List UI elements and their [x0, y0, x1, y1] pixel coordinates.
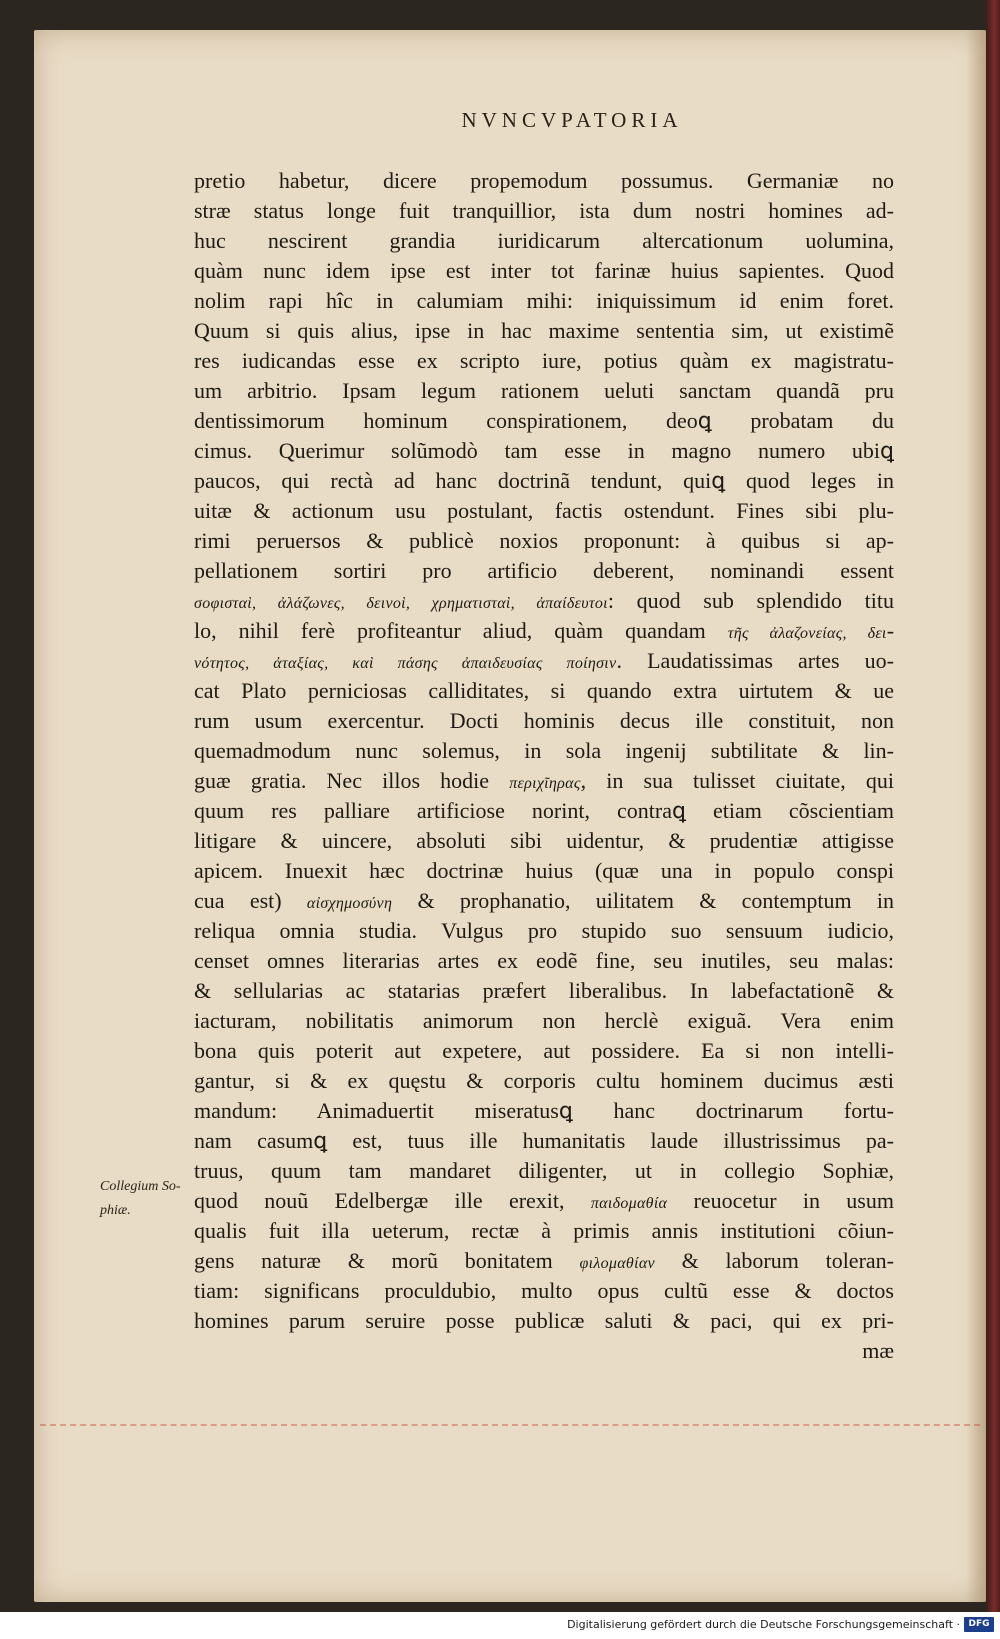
- text-line: nolim rapi hîc in calumiam mihi: iniquissimum id enim foret.: [194, 288, 894, 313]
- text-line: truus, quum tam mandaret diligenter, ut in collegio Sophiæ,: [194, 1158, 894, 1183]
- text-line: res iudicandas esse ex scripto iure, potius quàm ex magistratu-: [194, 348, 894, 373]
- text-line: stræ status longe fuit tranquillior, ista dum nostri homines ad-: [194, 198, 894, 223]
- text-line: nam casumꝗ est, tuus ille humanitatis laude illustrissimus pa-: [194, 1128, 894, 1153]
- greek-phrase: φιλομαθίαν: [579, 1255, 655, 1272]
- scan-guide-line: [40, 1424, 980, 1426]
- greek-phrase: τῆς ἀλαζονείας, δει: [727, 625, 887, 642]
- text-line: pretio habetur, dicere propemodum possumus. Germaniæ no: [194, 168, 894, 193]
- text-line: cat Plato perniciosas calliditates, si quando extra uirtutem & ue: [194, 678, 894, 703]
- margin-note: [100, 1175, 200, 1223]
- text-line: νότητος, ἀταξίας, καὶ πάσης ἀπαιδευσίας ποίησιν. Laudatissimas artes uo-: [194, 648, 894, 673]
- text-line: quemadmodum nunc solemus, in sola ingenij subtilitate & lin-: [194, 738, 894, 763]
- text-line: pellationem sortiri pro artificio deberent, nominandi essent: [194, 558, 894, 583]
- text-line: cimus. Querimur solũmodò tam esse in magno numero ubiꝗ: [194, 438, 894, 463]
- text-line: gantur, si & ex quęstu & corporis cultu hominem ducimus æsti: [194, 1068, 894, 1093]
- text-line: um arbitrio. Ipsam legum rationem ueluti sanctam quandã pru: [194, 378, 894, 403]
- text-line: rimi peruersos & publicè noxios proponunt: à quibus si ap-: [194, 528, 894, 553]
- text-line: mandum: Animaduertit miseratusꝗ hanc doctrinarum fortu-: [194, 1098, 894, 1123]
- margin-note-line: Collegium So-: [100, 1179, 181, 1194]
- greek-phrase: σοφισταὶ, ἀλάζωνες, δεινοὶ, χρηματισταὶ, ἀπαίδευτοι: [194, 595, 608, 612]
- text-line: bona quis poterit aut expetere, aut possidere. Ea si non intelli-: [194, 1038, 894, 1063]
- text-line: reliqua omnia studia. Vulgus pro stupido suo sensuum iudicio,: [194, 918, 894, 943]
- text-line: Quum si quis alius, ipse in hac maxime sententia sim, ut existimẽ: [194, 318, 894, 343]
- text-line: huc nescirent grandia iuridicarum altercationum uolumina,: [194, 228, 894, 253]
- page-gutter-shade: [966, 30, 986, 1602]
- greek-phrase: περιχῖηρας: [509, 775, 581, 792]
- footer-bar: [0, 1612, 1000, 1639]
- text-line: & sellularias ac statarias præfert liberalibus. In labefactationẽ &: [194, 978, 894, 1003]
- text-line: cua est) αἰσχημοσύνη & prophanatio, uilitatem & contemptum in: [194, 888, 894, 913]
- book-page: [34, 30, 986, 1602]
- text-line: iacturam, nobilitatis animorum non herclè exiguã. Vera enim: [194, 1008, 894, 1033]
- text-line: lo, nihil ferè profiteantur aliud, quàm quandam τῆς ἀλαζονείας, δει-: [194, 618, 894, 643]
- text-line: quod nouũ Edelbergæ ille erexit, παιδομαθία reuocetur in usum: [194, 1188, 894, 1213]
- text-line: σοφισταὶ, ἀλάζωνες, δεινοὶ, χρηματισταὶ, ἀπαίδευτοι: quod sub splendido titu: [194, 588, 894, 613]
- greek-phrase: νότητος, ἀταξίας, καὶ πάσης ἀπαιδευσίας ποίησιν: [194, 655, 617, 672]
- text-line: homines parum seruire posse publicæ saluti & paci, qui ex pri-: [194, 1308, 894, 1333]
- text-line: rum usum exercentur. Docti hominis decus ille constituit, non: [194, 708, 894, 733]
- text-line: quum res palliare artificiose norint, contraꝗ etiam cõscientiam: [194, 798, 894, 823]
- text-line: tiam: significans proculdubio, multo opus cultũ esse & doctos: [194, 1278, 894, 1303]
- text-line: mæ: [862, 1338, 894, 1363]
- text-line: uitæ & actionum usu postulant, factis ostendunt. Fines sibi plu-: [194, 498, 894, 523]
- text-line: qualis fuit illa ueterum, rectæ à primis annis institutioni cõiun-: [194, 1218, 894, 1243]
- body-text: [194, 166, 894, 1366]
- book-edge: [986, 0, 1000, 1612]
- text-line: quàm nunc idem ipse est inter tot farinæ huius sapientes. Quod: [194, 258, 894, 283]
- text-line: censet omnes literarias artes ex eodẽ fine, seu inutiles, seu malas:: [194, 948, 894, 973]
- funding-credit: Digitalisierung gefördert durch die Deutsche Forschungsgemeinschaft ·: [567, 1618, 960, 1631]
- dfg-logo: DFG: [964, 1617, 994, 1632]
- text-line: apicem. Inuexit hæc doctrinæ huius (quæ una in populo conspi: [194, 858, 894, 883]
- text-line: guæ gratia. Nec illos hodie περιχῖηρας, in sua tulisset ciuitate, qui: [194, 768, 894, 793]
- greek-phrase: αἰσχημοσύνη: [306, 895, 393, 912]
- text-line: dentissimorum hominum conspirationem, deoꝗ probatam du: [194, 408, 894, 433]
- text-line: litigare & uincere, absoluti sibi uidentur, & prudentiæ attigisse: [194, 828, 894, 853]
- text-line: paucos, qui rectà ad hanc doctrinã tendunt, quiꝗ quod leges in: [194, 468, 894, 493]
- text-line: gens naturæ & morũ bonitatem φιλομαθίαν & laborum toleran-: [194, 1248, 894, 1273]
- margin-note-line: phiæ.: [100, 1203, 131, 1218]
- greek-phrase: παιδομαθία: [590, 1195, 668, 1212]
- running-header: NVNCVPATORIA: [461, 108, 683, 132]
